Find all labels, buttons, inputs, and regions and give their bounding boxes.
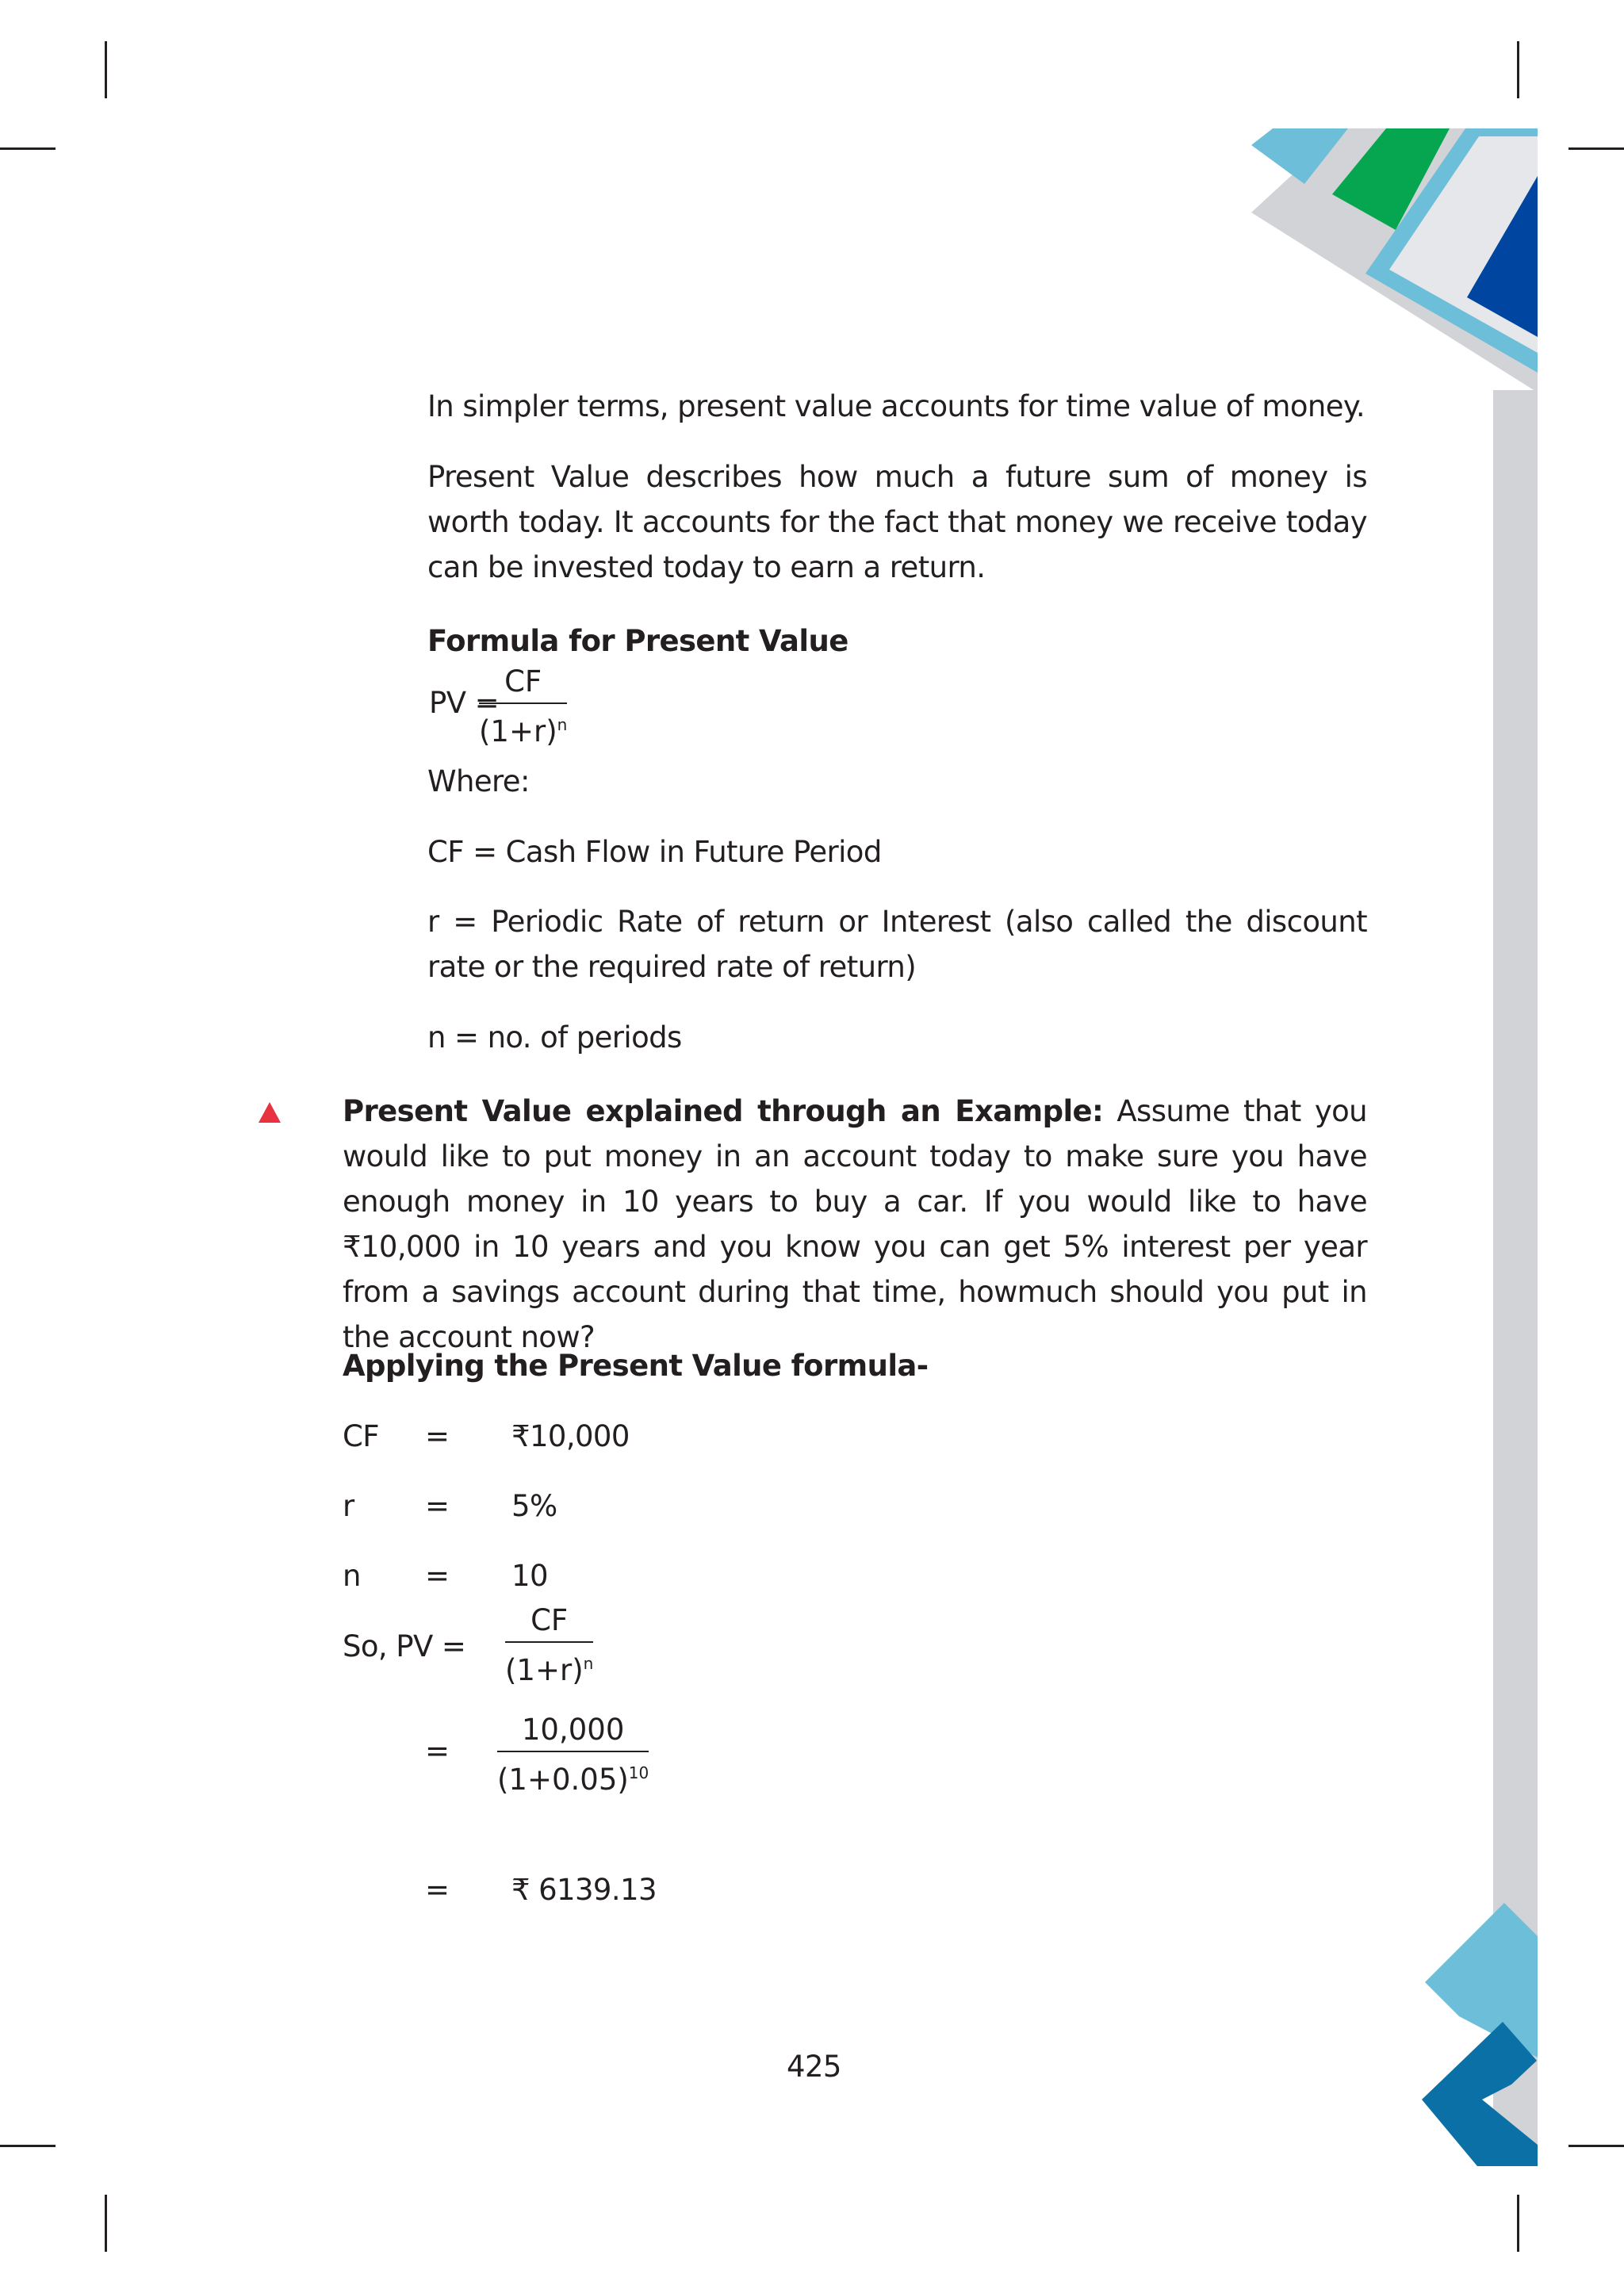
row-n-value: 10 xyxy=(511,1559,548,1593)
so-pv-numerator: CF xyxy=(505,1603,593,1643)
result-eq: = xyxy=(425,1873,450,1907)
page-number: 425 xyxy=(787,2050,841,2084)
example-body: Assume that you would like to put money in an account today to make sure you have enough money in 10 years to buy a car. If you would like to have ₹10,000 in 10 years and you know you can get 5% interest per year from a savings account during that time, howmuch should you put in the account now? xyxy=(343,1094,1367,1354)
definition-cf: CF = Cash Flow in Future Period xyxy=(427,835,882,869)
formula-lhs: PV = xyxy=(429,686,499,720)
row-cf-eq: = xyxy=(425,1419,450,1453)
so-pv-fraction xyxy=(505,1603,593,1688)
example-lead: Present Value explained through an Example: xyxy=(343,1094,1104,1128)
row-n-label: n xyxy=(343,1559,361,1593)
step-numerator: 10,000 xyxy=(497,1713,649,1752)
definition-n: n = no. of periods xyxy=(427,1020,682,1055)
formula-denominator: $(1+r)^n$ xyxy=(479,714,568,748)
formula-fraction xyxy=(479,664,567,749)
where-label: Where: xyxy=(427,764,530,798)
row-r-label: r xyxy=(343,1489,354,1523)
so-pv-denominator: $(1+r)^n$ xyxy=(505,1653,594,1687)
row-r-eq: = xyxy=(425,1489,450,1523)
intro-sentence: In simpler terms, present value accounts for time value of money. xyxy=(427,389,1365,423)
bullet-triangle-icon xyxy=(259,1102,281,1123)
row-r-value: 5% xyxy=(511,1489,557,1523)
row-n-eq: = xyxy=(425,1559,450,1593)
row-cf-value: ₹10,000 xyxy=(511,1419,630,1453)
formula-heading: Formula for Present Value xyxy=(427,624,848,658)
intro-paragraph: Present Value describes how much a future sum of money is worth today. It accounts for the fact that money we receive today can be invested today to earn a return. xyxy=(427,460,1367,584)
step-denominator: $(1+0.05)^{10}$ xyxy=(497,1763,649,1797)
step-fraction xyxy=(497,1713,649,1797)
row-cf-label: CF xyxy=(343,1419,379,1453)
step-eq: = xyxy=(425,1734,450,1768)
example-paragraph xyxy=(343,1089,1367,1360)
definition-r: r = Periodic Rate of return or Interest (also called the discount rate or the required rate of return) xyxy=(427,905,1367,984)
applying-heading: Applying the Present Value formula- xyxy=(343,1349,929,1383)
result-value: ₹ 6139.13 xyxy=(511,1873,657,1907)
so-pv-label: So, PV = xyxy=(343,1629,466,1663)
formula-numerator: CF xyxy=(479,664,567,704)
